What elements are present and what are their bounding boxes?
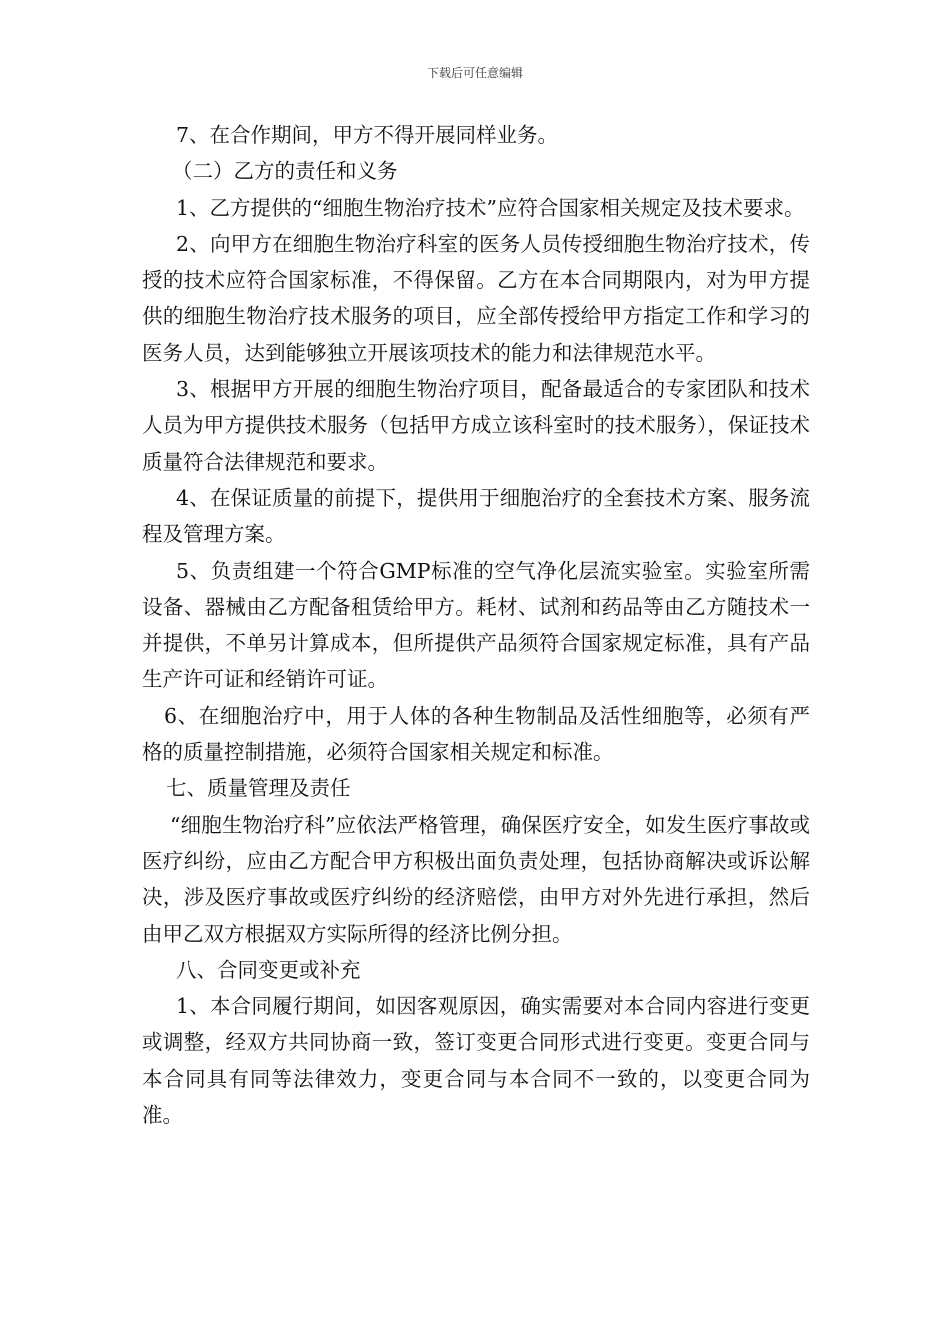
section-heading-amendment: 八、合同变更或补充 — [176, 957, 361, 982]
amendment-clause-1: 1、本合同履行期间，如因客观原因，确实需要对本合同内容进行变更或调整，经双方共同协商一致，签订变更合同形式进行变更。变更合同与本合同具有同等法律效力，变更合同与本合同不一致的，以变更合同为准。 — [142, 994, 810, 1128]
clause-a-7: 7、在合作期间，甲方不得开展同样业务。 — [176, 123, 559, 147]
clause-b-3: 3、根据甲方开展的细胞生物治疗项目，配备最适合的专家团队和技术人员为甲方提供技术服务（包括甲方成立该科室时的技术服务），保证技术质量符合法律规范和要求。 — [142, 377, 810, 474]
page-header: 下载后可任意编辑 — [426, 66, 523, 80]
clause-b-1: 1、乙方提供的“细胞生物治疗技术”应符合国家相关规定及技术要求。 — [176, 195, 805, 220]
clause-b-2: 2、向甲方在细胞生物治疗科室的医务人员传授细胞生物治疗技术，传授的技术应符合国家标准，不得保留。乙方在本合同期限内，对为甲方提供的细胞生物治疗技术服务的项目，应全部传授给甲方指定工作和学习的医务人员，达到能够独立开展该项技术的能力和法律规范水平。 — [142, 231, 810, 365]
quality-paragraph: “细胞生物治疗科”应依法严格管理，确保医疗安全，如发生医疗事故或医疗纠纷，应由乙方配合甲方积极出面负责处理，包括协商解决或诉讼解决，涉及医疗事故或医疗纠纷的经济赔偿，由甲方对外先进行承担，然后由甲乙双方根据双方实际所得的经济比例分担。 — [142, 812, 810, 946]
clause-b-6: 6、在细胞治疗中，用于人体的各种生物制品及活性细胞等，必须有严格的质量控制措施，必须符合国家相关规定和标准。 — [142, 703, 810, 765]
clause-b-4: 4、在保证质量的前提下，提供用于细胞治疗的全套技术方案、服务流程及管理方案。 — [142, 485, 810, 547]
section-heading-party-b-duties: （二）乙方的责任和义务 — [172, 159, 398, 184]
document-body — [142, 117, 810, 1133]
section-heading-quality: 七、质量管理及责任 — [166, 776, 351, 801]
clause-b-5: 5、负责组建一个符合GMP标准的空气净化层流实验室。实验室所需设备、器械由乙方配备租赁给甲方。耗材、试剂和药品等由乙方随技术一并提供，不单另计算成本，但所提供产品须符合国家规定标准，具有产品生产许可证和经销许可证。 — [142, 558, 810, 692]
